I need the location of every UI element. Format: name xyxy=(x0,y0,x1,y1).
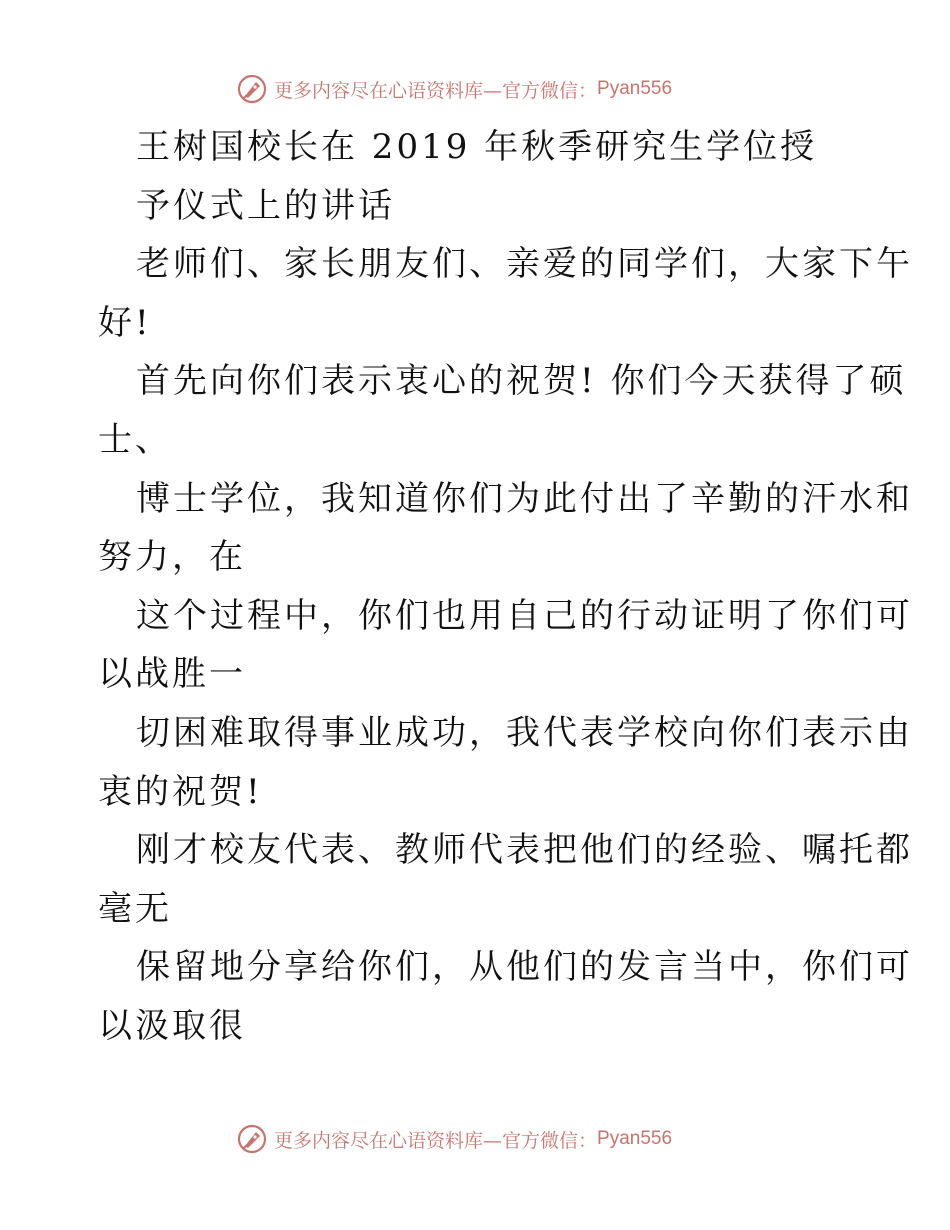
paragraph-line: 首先向你们表示衷心的祝贺! 你们今天获得了硕 xyxy=(136,361,907,402)
footer-wechat-id: Pyan556 xyxy=(597,1128,673,1149)
header-banner-text: 更多内容尽在心语资料库—官方微信： xyxy=(274,79,598,102)
document-body xyxy=(98,118,913,1056)
title-line-2: 予仪式上的讲话 xyxy=(136,185,395,226)
paragraph-line: 刚才校友代表、教师代表把他们的经验、嘱托都 xyxy=(136,830,913,871)
paragraph-line: 老师们、家长朋友们、亲爱的同学们，大家下午 xyxy=(136,244,913,285)
paragraph-line: 博士学位，我知道你们为此付出了辛勤的汗水和 xyxy=(136,478,913,519)
title-line-1: 王树国校长在 2019 年秋季研究生学位授 xyxy=(136,127,818,167)
header-wechat-id: Pyan556 xyxy=(597,78,673,99)
paragraph-line: 切困难取得事业成功，我代表学校向你们表示由 xyxy=(136,712,913,753)
paragraph-line: 衷的祝贺! xyxy=(98,771,263,812)
paragraph-line: 以汲取很 xyxy=(98,1005,246,1046)
paragraph-line: 保留地分享给你们，从他们的发言当中，你们可 xyxy=(136,947,913,988)
paragraph-line: 努力，在 xyxy=(98,537,246,578)
paragraph-line: 士、 xyxy=(98,419,172,460)
footer-banner-text: 更多内容尽在心语资料库—官方微信： xyxy=(274,1129,598,1152)
footer-banner xyxy=(236,1122,716,1156)
paragraph-line: 毫无 xyxy=(98,888,172,929)
paragraph-line: 以战胜一 xyxy=(98,654,246,695)
pen-nib-logo-icon xyxy=(236,1123,268,1155)
header-banner xyxy=(236,72,716,106)
paragraph-line: 这个过程中，你们也用自己的行动证明了你们可 xyxy=(136,595,913,636)
pen-nib-logo-icon xyxy=(236,73,268,105)
paragraph-line: 好! xyxy=(98,302,152,343)
